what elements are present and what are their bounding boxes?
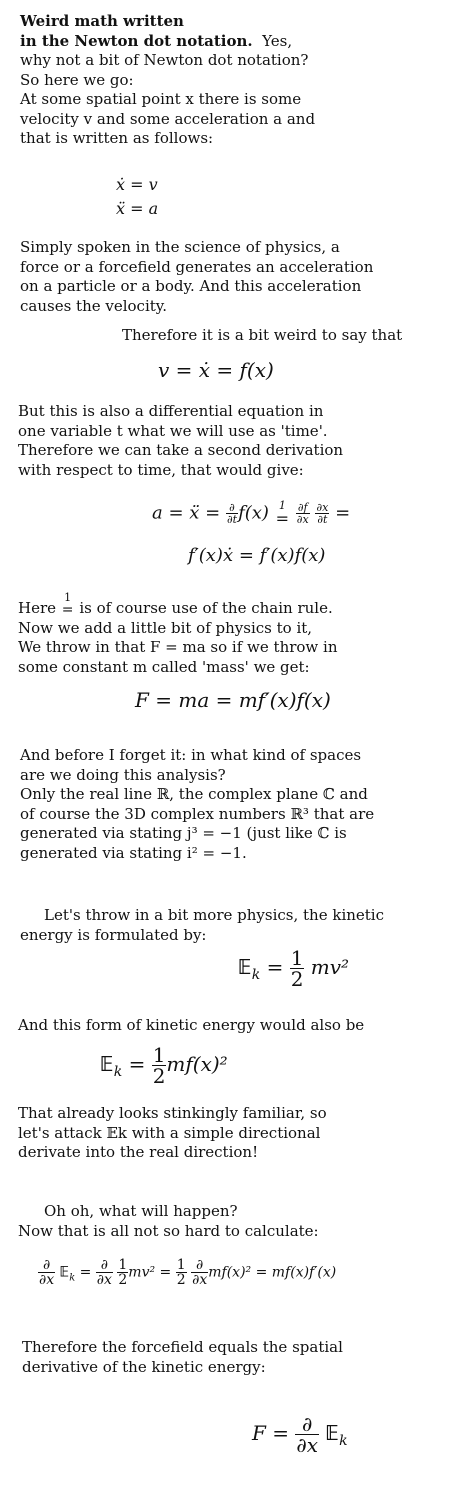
eq3-dx-num: ∂x [316,501,329,514]
eq8-E: 𝔼 [325,1421,340,1445]
eq7-dx2: ∂x [96,1272,112,1288]
eq3-partial: ∂ [226,502,238,514]
eq7-rhs1: = [159,1264,176,1281]
equation-second-derivative-line-2: f′(x)ẋ = f′(x)f(x) [188,545,326,566]
chain-paragraph [18,592,438,677]
familiar-paragraph [18,1104,438,1163]
eq3-df: ∂f [296,502,310,514]
eq5-den: 2 [290,967,304,991]
eq7-d3: ∂ [191,1258,208,1273]
eq7-half-den: 2 [118,1272,128,1288]
eq7-k: k [69,1272,76,1284]
kinetic-line-1: Let's throw in a bit more physics, the kinetic [44,906,385,924]
eq3-partial-t: ∂t [226,513,238,526]
diff-line-2: one variable t what we will use as 'time'. [18,421,328,440]
intro-line-3: why not a bit of Newton dot notation? [20,51,309,69]
conclusion-line-2: derivative of the kinetic energy: [22,1357,266,1376]
eq5-tail: mv² [310,955,350,979]
eq7-half-num: 1 [118,1257,128,1273]
eq8-dx: ∂x [296,1433,318,1457]
kinetic-paragraph [20,906,440,945]
familiar-line-1: That already looks stinkingly familiar, so [18,1104,327,1122]
weird-statement: Therefore it is a bit weird to say that [122,326,403,344]
eq7-E: 𝔼 [59,1264,70,1281]
intro-line-7: that is written as follows: [20,129,214,147]
eq7-mv2: mv² [128,1264,156,1281]
physics-line-1: Simply spoken in the science of physics, a [20,238,340,256]
eq3-dt-den: ∂t [317,513,328,526]
eq3-lhs: a = ẍ = [152,502,221,524]
eq6-num: 1 [152,1043,166,1067]
eq5-E: 𝔼 [238,955,252,979]
eq3-eqsign: = [275,509,290,528]
physics-paragraph [20,238,440,316]
spaces-line-6: generated via stating i² = −1. [20,843,247,862]
chain-one: 1 [64,591,72,604]
intro-line-5: At some spatial point x there is some [20,90,302,108]
chain-line-3: We throw in that F = ma so if we throw in [18,638,338,656]
eq5-k: k [251,967,261,983]
intro-line-2-rest: Yes, [262,31,293,50]
eq3-dx: ∂x [296,513,309,526]
ohoh-line-1: Oh oh, what will happen? [44,1202,238,1220]
spaces-line-2: are we doing this analysis? [20,765,226,784]
ohoh-line-2: Now that is all not so hard to calculate: [18,1221,319,1240]
eq6-E: 𝔼 [100,1052,114,1076]
equation-kinetic-energy-f [100,1045,228,1086]
eq5-eq: = [266,955,284,979]
chain-line-4: some constant m called 'mass' we get: [18,657,310,676]
differential-paragraph [18,402,438,480]
diff-line-1: But this is also a differential equation in [18,402,324,420]
eq7-d1: ∂ [38,1258,55,1273]
intro-paragraph [20,12,440,149]
intro-line-6: velocity v and some acceleration a and [20,109,316,128]
conclusion-paragraph [22,1338,442,1377]
eq7-half-den-2: 2 [176,1272,186,1288]
familiar-line-2: let's attack 𝔼k with a simple directional [18,1123,321,1142]
spaces-line-5: generated via stating j³ = −1 (just like ℂ is [20,824,347,842]
equation-velocity: ẋ = v [116,175,158,194]
eq7-dx3: ∂x [192,1272,208,1288]
chain-post: is of course use of the chain rule. [79,599,333,617]
eq3-one: 1 [278,499,286,512]
eq6-tail: mf(x)² [166,1052,228,1076]
eq3-tail: = [335,502,351,524]
physics-line-3: on a particle or a body. And this acceleration [20,277,362,295]
equation-second-derivative [152,500,350,527]
eq8-F: F = [252,1421,289,1445]
conclusion-line-1: Therefore the forcefield equals the spatial [22,1338,343,1356]
eq5-num: 1 [290,946,304,970]
eq7-half-num-2: 1 [176,1257,186,1273]
intro-line-4: So here we go: [20,70,134,89]
diff-line-3: Therefore we can take a second derivation [18,441,344,459]
ohoh-paragraph [18,1202,438,1241]
eq3-fx: f(x) [238,502,269,524]
spaces-line-4: of course the 3D complex numbers ℝ³ that are [20,804,375,823]
eq6-k: k [113,1064,123,1080]
eq7-rhs2: = mf(x)f′(x) [255,1264,337,1281]
eq8-d: ∂ [295,1414,319,1435]
chain-line-2: Now we add a little bit of physics to it, [18,618,313,637]
eq7-d2: ∂ [96,1258,113,1273]
spaces-paragraph [20,746,440,863]
familiar-line-3: derivate into the real direction! [18,1143,259,1161]
equation-force-gradient [252,1414,348,1455]
eq7-dx1: ∂x [39,1272,55,1288]
equation-kinetic-energy [238,948,349,989]
kinetic-line-2: energy is formulated by: [20,925,207,944]
diff-line-4: with respect to time, that would give: [18,460,304,479]
equation-v-f: v = ẋ = f(x) [158,358,274,382]
eq8-k: k [339,1433,348,1449]
title-line-1: Weird math written [20,12,184,30]
eq6-eq: = [128,1052,146,1076]
title-line-2: in the Newton dot notation. [20,31,253,50]
chain-eqsign: = [61,602,74,618]
equation-force: F = ma = mf′(x)f(x) [135,688,331,712]
equation-directional-derivative [38,1258,336,1287]
equation-acceleration: ẍ = a [116,199,159,218]
form-line: And this form of kinetic energy would also be [18,1016,365,1034]
spaces-line-1: And before I forget it: in what kind of spaces [20,746,362,764]
eq6-den: 2 [152,1064,166,1088]
eq7-eq1: = [79,1264,92,1281]
spaces-line-3: Only the real line ℝ, the complex plane ℂ and [20,785,368,803]
eq7-mf2: mf(x)² [208,1264,252,1281]
physics-line-2: force or a forcefield generates an acceleration [20,257,374,276]
physics-line-4: causes the velocity. [20,296,168,315]
chain-pre: Here [18,599,57,617]
